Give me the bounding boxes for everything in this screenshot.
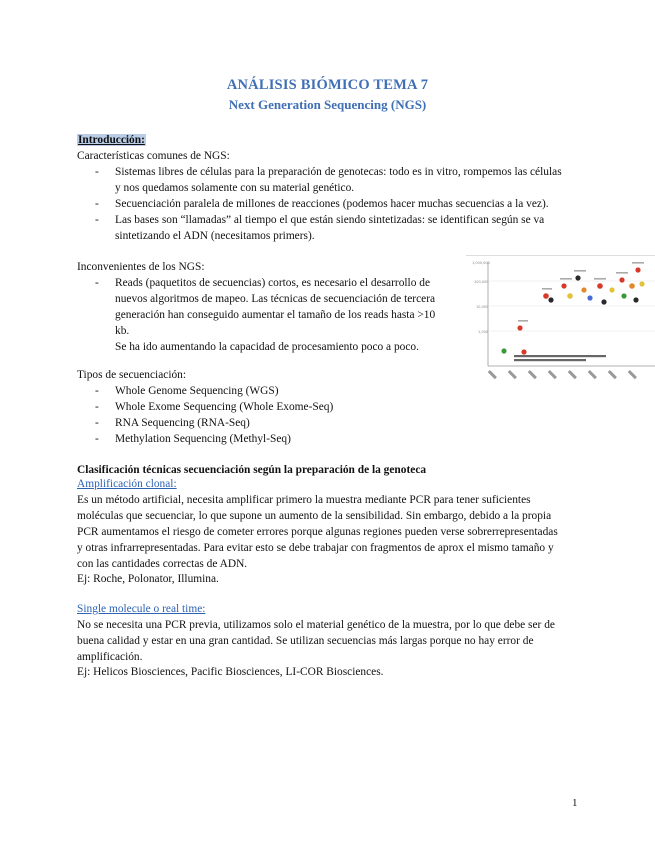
drawbacks-line-1: Reads (paquetitos de secuencias) cortos, es necesario el desarrollo de: [115, 277, 431, 289]
page-subtitle: Next Generation Sequencing (NGS): [228, 97, 427, 112]
single-example: Ej: Helicos Biosciences, Pacific Biosciences, LI-COR Biosciences.: [77, 666, 384, 678]
bullet-dash: -: [95, 401, 99, 413]
intro-bullet-1-line-2: y nos quedamos solamente con su material genético.: [115, 182, 355, 194]
bullet-dash: -: [95, 198, 99, 210]
sequencing-technologies-figure: [466, 255, 655, 389]
bullet-dash: -: [95, 417, 99, 429]
svg-text:10,000: 10,000: [476, 305, 489, 309]
clonal-line-3: PCR aumentamos el riesgo de cometer errores porque algunas regiones pueden verse sobrerrepresentadas: [77, 526, 558, 538]
clonal-line-1: Es un método artificial, necesita amplificar primero la muestra mediante PCR para tener suficientes: [77, 494, 531, 506]
types-item-4: Methylation Sequencing (Methyl-Seq): [115, 433, 291, 445]
bullet-dash: -: [95, 214, 99, 226]
types-line: Tipos de secuenciación:: [77, 369, 187, 381]
types-item-3: RNA Sequencing (RNA-Seq): [115, 417, 250, 429]
drawbacks-line-2: nuevos algoritmos de mapeo. Las técnicas de secuenciación de tercera: [115, 293, 436, 305]
intro-bullet-2: Secuenciación paralela de millones de reacciones (podemos hacer muchas secuencias a la vez).: [115, 198, 549, 210]
clonal-line-5: con las cantidades correctas de ADN.: [77, 558, 248, 570]
drawbacks-line-4: kb.: [115, 325, 130, 337]
intro-heading: [77, 132, 146, 148]
figure-graphic: [466, 256, 655, 389]
clonal-line-2: moléculas que secuenciar, lo que supone un aumento de la sensibilidad. Sin embargo, debido a la propia: [77, 510, 552, 522]
intro-bullet-3-line-1: Las bases son “llamadas” al tiempo el que están siendo sintetizadas: se identifican según se va: [115, 214, 545, 226]
bullet-dash: -: [95, 277, 99, 289]
clonal-example: Ej: Roche, Polonator, Illumina.: [77, 573, 219, 585]
drawbacks-line-3: generación han conseguido aumentar el tamaño de los reads hasta >10: [115, 309, 436, 321]
intro-bullet-1-line-1: Sistemas libres de células para la preparación de genotecas: todo es in vitro, rompemos las células: [115, 166, 562, 178]
intro-line: Características comunes de NGS:: [77, 150, 230, 162]
types-item-2: Whole Exome Sequencing (Whole Exome-Seq): [115, 401, 334, 413]
svg-text:100,000: 100,000: [474, 280, 489, 284]
classification-heading: Clasificación técnicas secuenciación según la preparación de la genoteca: [77, 464, 427, 476]
clonal-line-4: y otras infrarrepresentadas. Para evitar esto se debe trabajar con fragmentos de aprox el mismo tamaño y: [77, 542, 554, 554]
drawbacks-line-5: Se ha ido aumentando la capacidad de procesamiento poco a poco.: [115, 341, 419, 353]
single-line-1: No se necesita una PCR previa, utilizamos solo el material genético de la muestra, por lo que debe ser de: [77, 619, 555, 631]
drawbacks-line: Inconvenientes de los NGS:: [77, 261, 205, 273]
single-line-2: buena calidad y estar en una gran cantidad. Se utilizan secuencias más largas porque no hay error de: [77, 635, 534, 647]
intro-heading-text: Introducción:: [78, 134, 145, 146]
types-item-1: Whole Genome Sequencing (WGS): [115, 385, 279, 397]
bullet-dash: -: [95, 166, 99, 178]
intro-bullet-3-line-2: sintetizando el ADN (necesitamos primers).: [115, 230, 315, 242]
bullet-dash: -: [95, 385, 99, 397]
page-number: 1: [572, 797, 578, 809]
clonal-label: Amplificación clonal:: [77, 478, 177, 490]
single-line-3: amplificación.: [77, 651, 143, 663]
svg-text:1,000,000: 1,000,000: [472, 261, 490, 265]
svg-text:1,000: 1,000: [478, 330, 489, 334]
bullet-dash: -: [95, 433, 99, 445]
single-molecule-label: Single molecule o real time:: [77, 603, 206, 615]
page-title: ANÁLISIS BIÓMICO TEMA 7: [226, 77, 429, 93]
